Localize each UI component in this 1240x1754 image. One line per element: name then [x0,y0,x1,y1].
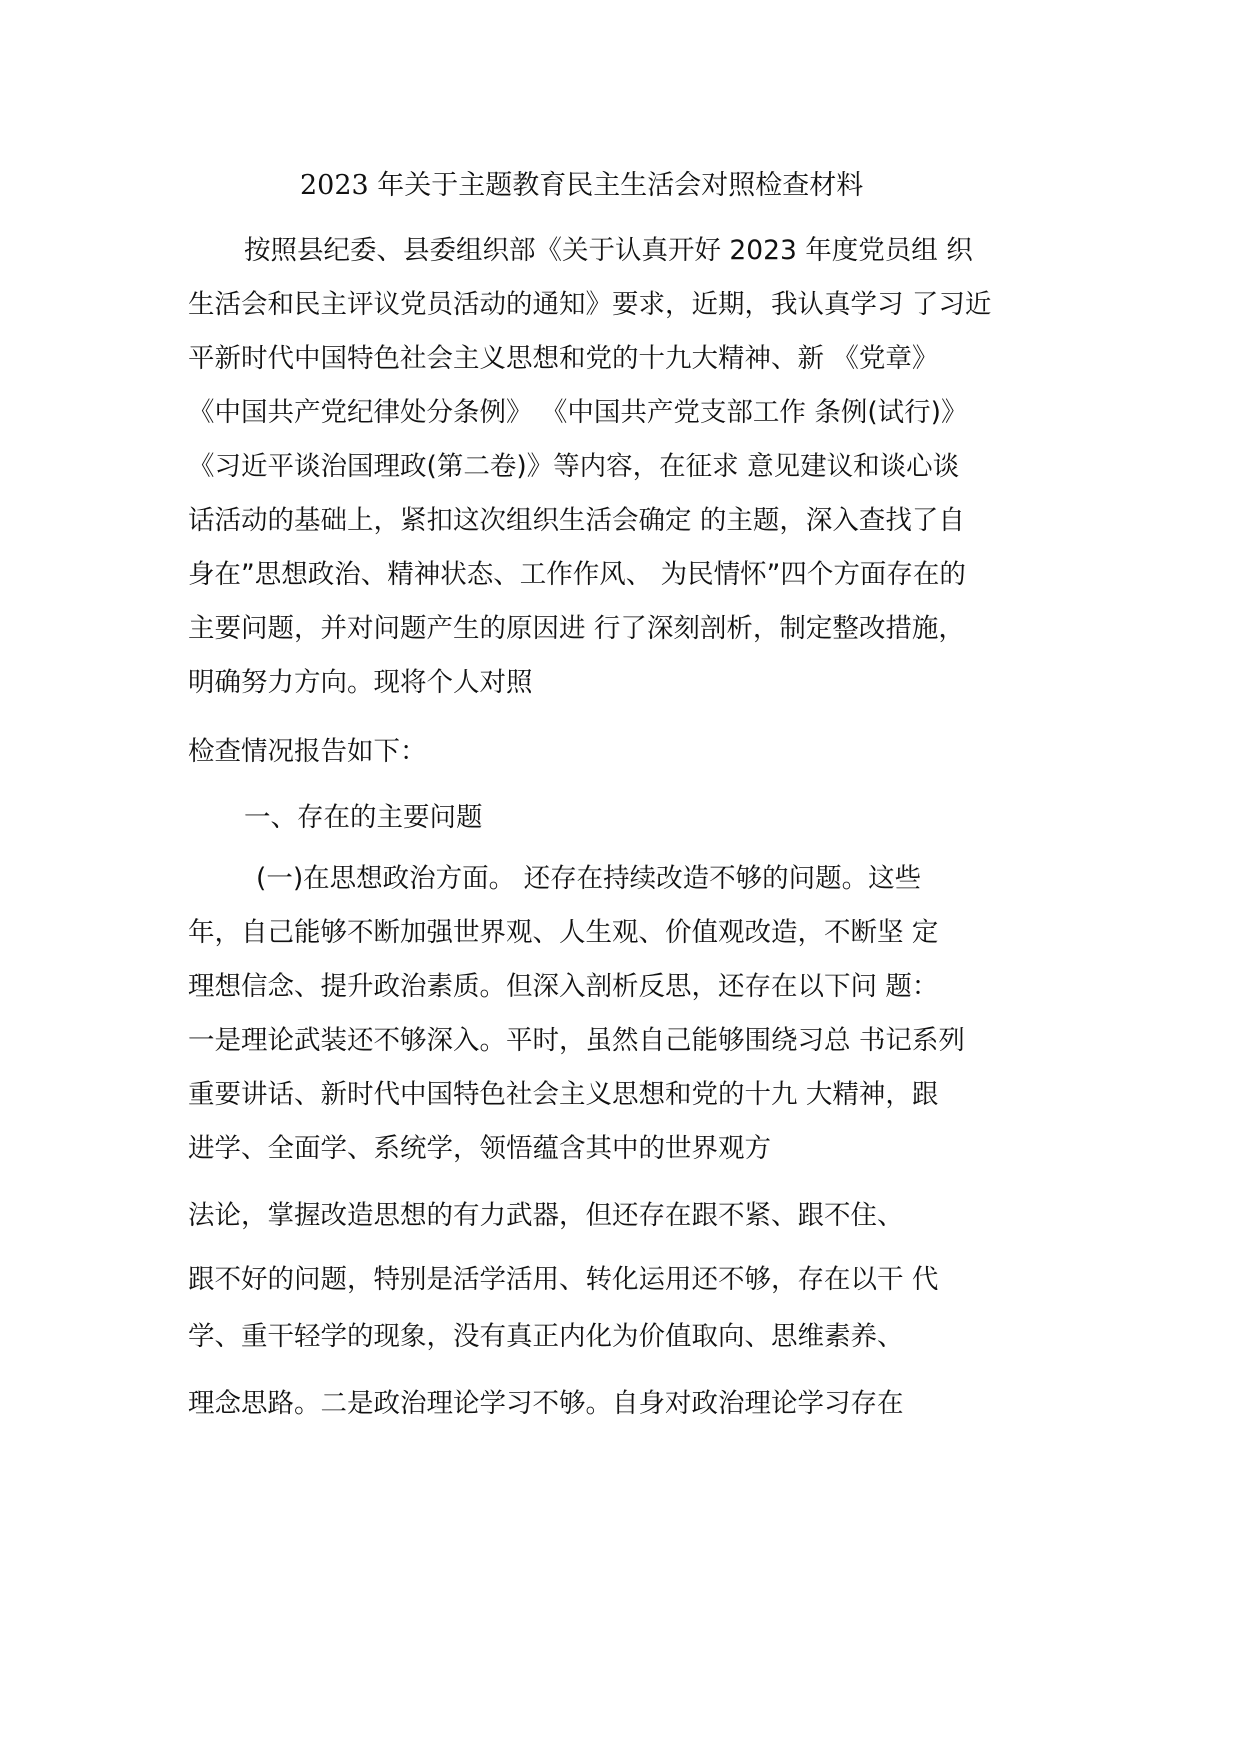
paragraph-line: 按照县纪委、县委组织部《关于认真开好 2023 年度党员组 织 [244,235,973,266]
paragraph-line: 平新时代中国特色社会主义思想和党的十九大精神、新 《党章》 [188,343,939,374]
paragraph-line: 学、重干轻学的现象，没有真正内化为价值取向、思维素养、 [188,1321,904,1352]
paragraph-line: 话活动的基础上，紧扣这次组织生活会确定 的主题，深入查找了自 [188,505,965,536]
paragraph-line: 生活会和民主评议党员活动的通知》要求，近期，我认真学习 了习近 [188,289,992,320]
document-title: 2023 年关于主题教育民主生活会对照检查材料 [300,170,864,201]
paragraph-line: 年，自己能够不断加强世界观、人生观、价值观改造，不断坚 定 [188,917,939,948]
paragraph-line: 法论，掌握改造思想的有力武器，但还存在跟不紧、跟不住、 [188,1200,904,1231]
paragraph-line: 主要问题，并对问题产生的原因进 行了深刻剖析，制定整改措施， [188,613,965,644]
paragraph-line: 理念思路。二是政治理论学习不够。自身对政治理论学习存在 [188,1388,904,1419]
section-heading: 一、存在的主要问题 [244,802,483,833]
paragraph-line: 检查情况报告如下： [188,736,427,767]
paragraph-line: 《习近平谈治国理政(第二卷)》等内容，在征求 意见建议和谈心谈 [188,451,960,482]
paragraph-line: 一是理论武装还不够深入。平时，虽然自己能够围绕习总 书记系列 [188,1025,965,1056]
subsection-line: (一)在思想政治方面。 还存在持续改造不够的问题。这些 [256,863,922,894]
paragraph-line: 重要讲话、新时代中国特色社会主义思想和党的十九 大精神，跟 [188,1079,939,1110]
paragraph-line: 《中国共产党纪律处分条例》 《中国共产党支部工作 条例(试行)》 [188,397,968,428]
paragraph-line: 进学、全面学、系统学，领悟蕴含其中的世界观方 [188,1133,771,1164]
paragraph-line: 明确努力方向。现将个人对照 [188,667,533,698]
paragraph-line: 理想信念、提升政治素质。但深入剖析反思，还存在以下问 题： [188,971,939,1002]
paragraph-line: 身在”思想政治、精神状态、工作作风、 为民情怀”四个方面存在的 [188,559,966,590]
paragraph-line: 跟不好的问题，特别是活学活用、转化运用还不够，存在以干 代 [188,1264,939,1295]
